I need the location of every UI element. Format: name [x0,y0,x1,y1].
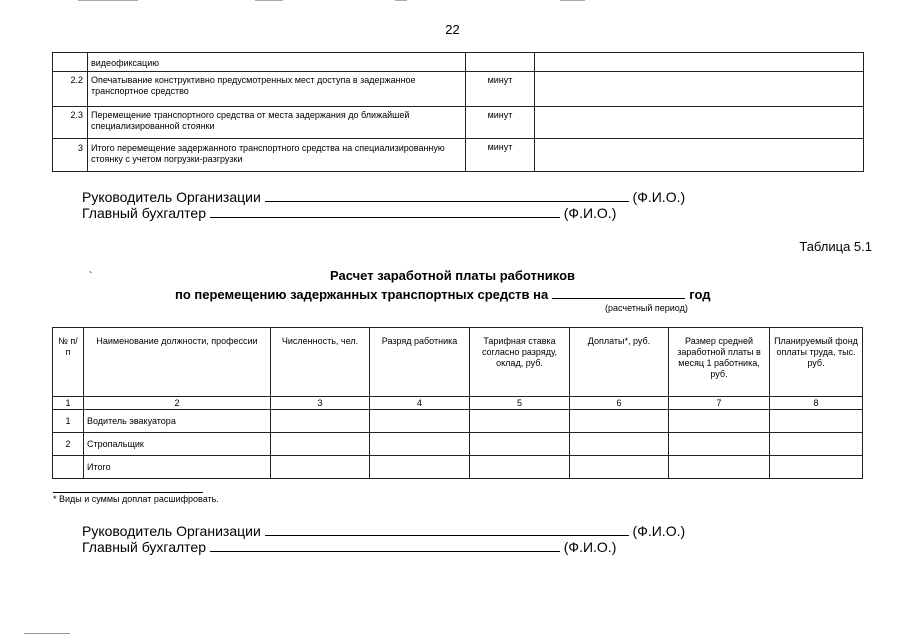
col-number: 6 [570,397,669,410]
col-number: 4 [370,397,470,410]
row-unit: минут [466,107,535,139]
table-cell[interactable] [470,410,570,433]
table-cell[interactable] [370,456,470,479]
period-blank[interactable] [552,286,685,299]
table-row [53,456,863,479]
table-cell[interactable] [770,456,863,479]
table-cell[interactable] [669,410,770,433]
table-row [53,139,864,172]
table-cell[interactable] [470,433,570,456]
row-description: Опечатывание конструктивно предусмотренных мест доступа в задержанное транспортное средство [88,72,466,107]
table-row [53,433,863,456]
head-signature-line-1 [82,189,685,205]
row-description: Итого перемещение задержанного транспортного средства на специализированную стоянку с учетом погрузки-разгрузки [88,139,466,172]
table-header-row [53,328,863,397]
table-cell[interactable] [770,433,863,456]
table-cell[interactable] [271,410,370,433]
table-cell[interactable] [470,456,570,479]
row-position-name: Стропальщик [84,433,271,456]
table-cell[interactable] [370,433,470,456]
row-number: 3 [53,139,88,172]
head-fio: (Ф.И.О.) [632,523,686,539]
accountant-signature-line-1 [82,205,616,221]
row-unit [466,53,535,72]
head-fio: (Ф.И.О.) [632,189,686,205]
document-title: Расчет заработной платы работников [329,268,576,283]
col-header: Разряд работника [370,328,470,397]
table-row [53,53,864,72]
col-header: № п/п [53,328,84,397]
col-number: 3 [271,397,370,410]
document-subtitle [175,286,711,302]
table-cell[interactable] [669,456,770,479]
row-number [53,53,88,72]
row-description: видеофиксацию [88,53,466,72]
col-number: 7 [669,397,770,410]
head-signature-blank[interactable] [265,523,629,536]
row-value-cell [535,107,864,139]
row-number: 2 [53,433,84,456]
table-cell[interactable] [570,456,669,479]
accountant-signature-blank[interactable] [210,205,560,218]
row-value-cell [535,72,864,107]
table-cell[interactable] [570,433,669,456]
row-value-cell [535,139,864,172]
accountant-signature-line-2 [82,539,616,555]
table-cell[interactable] [271,433,370,456]
subtitle-year: год [689,287,711,302]
col-number: 1 [53,397,84,410]
transport-time-table [52,52,864,172]
stray-mark: ˎ [89,262,93,274]
footnote: * Виды и суммы доплат расшифровать. [53,494,219,504]
accountant-fio: (Ф.И.О.) [563,205,617,221]
accountant-fio: (Ф.И.О.) [563,539,617,555]
table-cell[interactable] [370,410,470,433]
row-position-name: Итого [84,456,271,479]
table-row [53,72,864,107]
table-cell[interactable] [271,456,370,479]
col-header: Тарифная ставка согласно разряду, оклад, руб. [470,328,570,397]
col-header: Наименование должности, профессии [84,328,271,397]
head-label: Руководитель Организации [82,523,261,539]
row-unit: минут [466,72,535,107]
salary-table [52,327,863,479]
subtitle-text: по перемещению задержанных транспортных средств на [175,287,549,302]
head-signature-blank[interactable] [265,189,629,202]
table-row [53,410,863,433]
col-number: 5 [470,397,570,410]
row-unit: минут [466,139,535,172]
column-number-row [53,397,863,410]
period-note: (расчетный период) [605,303,688,313]
row-value-cell [535,53,864,72]
col-number: 8 [770,397,863,410]
footnote-separator [53,492,203,493]
row-number: 2.2 [53,72,88,107]
table-cell[interactable] [669,433,770,456]
row-description: Перемещение транспортного средства от места задержания до ближайшей специализированной стоянки [88,107,466,139]
col-header: Планируемый фонд оплаты труда, тыс. руб. [770,328,863,397]
accountant-label: Главный бухгалтер [82,539,206,555]
page-number: 22 [445,22,460,37]
head-signature-line-2 [82,523,685,539]
col-header: Доплаты*, руб. [570,328,669,397]
table-cell[interactable] [770,410,863,433]
accountant-signature-blank[interactable] [210,539,560,552]
table-label: Таблица 5.1 [799,239,872,254]
bottom-edge-mark [24,633,70,634]
table-cell[interactable] [570,410,669,433]
row-number [53,456,84,479]
head-label: Руководитель Организации [82,189,261,205]
row-position-name: Водитель эвакуатора [84,410,271,433]
row-number: 1 [53,410,84,433]
col-header: Размер средней заработной платы в месяц 1 работника, руб. [669,328,770,397]
row-number: 2.3 [53,107,88,139]
col-number: 2 [84,397,271,410]
table-row [53,107,864,139]
accountant-label: Главный бухгалтер [82,205,206,221]
col-header: Численность, чел. [271,328,370,397]
